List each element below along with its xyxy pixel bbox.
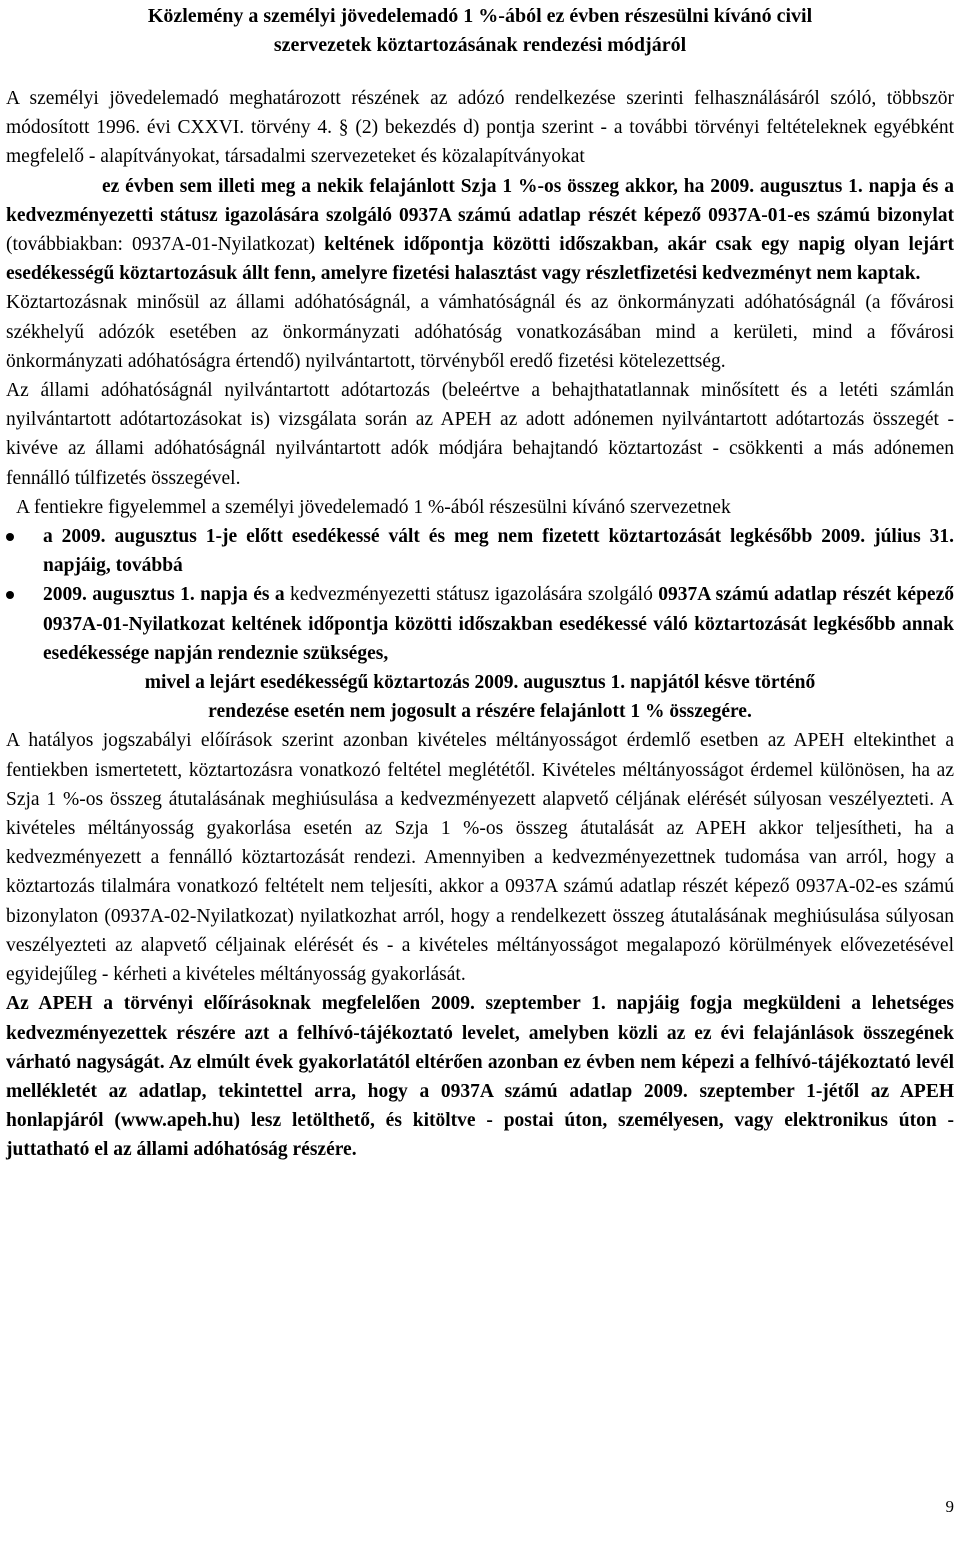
bullet-icon [6, 533, 14, 541]
conclusion-line-1: mivel a lejárt esedékességű köztartozás 2009. augusztus 1. napjától késve történő [144, 672, 816, 694]
conclusion-block [6, 668, 954, 726]
legal-basis-text: A személyi jövedelemadó meghatározott részének az adózó rendelkezése szerinti felhasználásáról szóló, többször módosított 1996. évi CXXVI. törvény 4. § (2) bekezdés d) pontja szerint - a további törvényi feltételeknek egyébként megfelelő - alapítványokat, társadalmi szervezeteket és közalapítványokat [6, 88, 954, 168]
condition-nyilatkozat-note: (továbbiakban: 0937A-01-Nyilatkozat) [6, 234, 325, 256]
paragraph-legal-basis [6, 84, 954, 172]
paragraph-condition [6, 172, 954, 289]
list-item [6, 580, 954, 668]
bullet-icon [6, 591, 14, 599]
paragraph-koztartozas-definition: Köztartozásnak minősül az állami adóhatóságnál, a vámhatóságnál és az önkormányzati adóhatóságnál (a fővárosi székhelyű adózók esetében az önkormányzati adóhatóság vonatkozásában mind a kerületi, mind a fővárosi önkormányzati adóhatóságra értendő) nyilvántartott, törvényből eredő fizetési kötelezettség. [6, 292, 954, 372]
list-item-text-bold: 2009. augusztus 1. napja és a [43, 584, 285, 606]
condition-bold-text-2: keltének időpontja közötti időszakban, akár csak egy napig olyan lejárt esedékességű köztartozásuk állt fenn, amelyre fizetési halasztást vagy részletfizetési kedvezményt nem kaptak. [6, 234, 954, 285]
list-item-text: a 2009. augusztus 1-je előtt esedékessé vált és meg nem fizetett köztartozását legkésőbb 2009. július 31. napjáig, továbbá [43, 526, 954, 577]
list-item-text-normal: kedvezményezetti státusz igazolására szolgáló [284, 584, 659, 606]
title-line-2: szervezetek köztartozásának rendezési módjáról [273, 34, 687, 56]
paragraph-intro-list: A fentiekre figyelemmel a személyi jövedelemadó 1 %-ából részesülni kívánó szervezetnek [16, 496, 731, 518]
paragraph-apeh-offset: Az állami adóhatóságnál nyilvántartott adótartozás (beleértve a behajthatatlannak minősített és a letéti számlán nyilvántartott adótartozásokat is) vizsgálata során az APEH az adott adónemen nyilvántartott adótartozás összegét - kivéve az állami adóhatóságnál nyilvántartott adók módjára behajtandó köztartozást - csökkenti a más adónemen fennálló túlfizetés összegével. [6, 380, 954, 489]
list-item [6, 522, 954, 580]
list-item-text-bold-2: 0937A számú adatlap részét képező 0937A-01-Nyilatkozat keltének időpontja közötti időszakban esedékessé váló köztartozását legkésőbb annak esedékessége napján rendeznie szükséges, [43, 584, 954, 664]
document-title [6, 2, 954, 60]
requirements-list [6, 522, 954, 668]
page-number: 9 [945, 1497, 954, 1516]
paragraph-exception: A hatályos jogszabályi előírások szerint azonban kivételes méltányosságot érdemlő esetben az APEH eltekinthet a fentiekben ismertetett, köztartozásra vonatkozó feltétel meglététől. Kivételes méltányosságot érdemel különösen, ha az Szja 1 %-os összeg átutalásának meghiúsulása a kedvezményezett alapvető céljának elérését súlyosan veszélyezteti. A kivételes méltányosság gyakorlása esetén az Szja 1 %-os összeg átutalását az APEH akkor teljesítheti, ha a kedvezményezett a fennálló köztartozását rendezi. Amennyiben a kedvezményezettnek tudomása van arról, hogy a köztartozás tilalmára vonatkozó feltételt nem teljesíti, akkor a 0937A számú adatlap részét képező 0937A-02-es számú bizonylaton (0937A-02-Nyilatkozat) nyilatkozhat arról, hogy a rendelkezett összeg átutalásának meghiúsulása súlyosan veszélyezteti az alapvető céljainak elérését és - a kivételes méltányosságot megalapozó körülmények elővezetésével egyidejűleg - kérheti a kivételes méltányosság gyakorlását. [6, 730, 954, 986]
document-body [6, 84, 954, 1165]
title-line-1: Közlemény a személyi jövedelemadó 1 %-ából ez évben részesülni kívánó civil [147, 5, 813, 27]
conclusion-line-2: rendezése esetén nem jogosult a részére felajánlott 1 % összegére. [208, 701, 752, 723]
condition-bold-text: ez évben sem illeti meg a nekik felajánlott Szja 1 %-os összeg akkor, ha 2009. augusztus 1. napja és a kedvezményezetti státusz igazolására szolgáló 0937A számú adatlap részét képező 0937A-01-es számú bizonylat [6, 175, 954, 226]
paragraph-apeh-notice: Az APEH a törvényi előírásoknak megfelelően 2009. szeptember 1. napjáig fogja megküldeni a lehetséges kedvezményezettek részére azt a felhívó-tájékoztató levelet, amelyben közli az ez évi felajánlások összegének várható nagyságát. Az elmúlt évek gyakorlatától eltérően azonban ez évben nem képezi a felhívó-tájékoztató levél mellékletét az adatlap, tekintettel arra, hogy a 0937A számú adatlap 2009. szeptember 1-jétől az APEH honlapjáról (www.apeh.hu) lesz letölthető, és kitöltve - postai úton, személyesen, vagy elektronikus úton - juttatható el az állami adóhatóság részére. [6, 993, 954, 1161]
